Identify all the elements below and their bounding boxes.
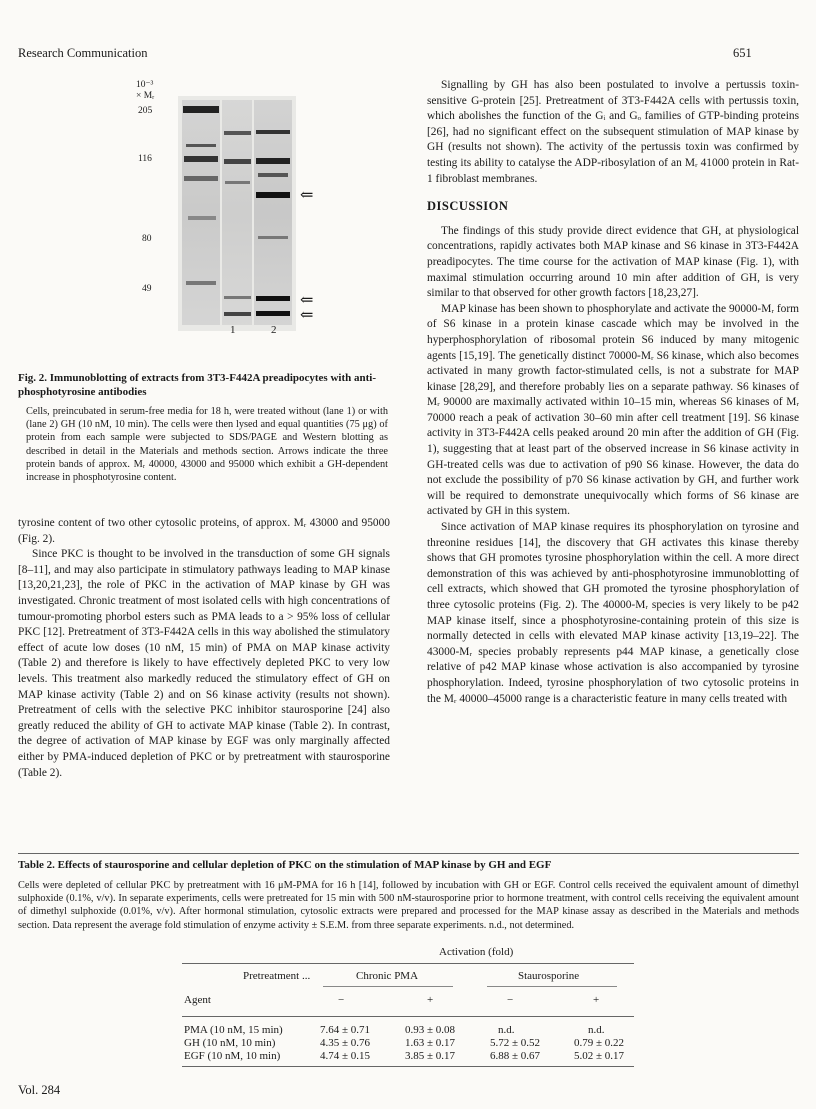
group-staurosporine: Staurosporine <box>518 970 580 982</box>
running-head-section: Research Communication <box>18 46 148 60</box>
table-body-rule <box>182 1016 634 1017</box>
pretreatment-label: Pretreatment ... <box>243 970 311 982</box>
sign-pma-minus: − <box>338 994 345 1006</box>
right-paragraph-3: MAP kinase has been shown to phosphorylate and activate the 90000-Mᵣ form of S6 kinase in a protein kinase cascade which may be involved in the hyperphosphorylation of ribosomal protein S6 induced by many mitogenic agents [15,19]. The genetically distinct 70000-Mᵣ S6 kinase, which also becomes activated in many growth factor-stimulated cells, is not a substrate for MAP kinase [28,29], and therefore probably lies on a separate pathway. S6 kinases of Mᵣ 90000 are maximally activated within 10–15 min, whereas S6 kinases of Mᵣ 70000 reach a peak of activation 30–60 min after cell treatment [19]. S6 kinase activity in 3T3-F442A cells peaked around 20 min after the addition of GH (Fig. 1), suggesting that at least part of the observed increase in S6 kinase activity in GH-treated cells was due to activation of p90 S6 kinase. However, the data do not exclude the possibility of p70 S6 kinase activation by GH, and further work will be required to demonstrate unequivocally which forms of S6 kinase are activated by GH in this system. <box>427 302 799 518</box>
figure-title: Fig. 2. Immunoblotting of extracts from 3T3-F442A preadipocytes with anti-phosphotyrosine antibodies <box>18 372 376 398</box>
table-cell: 3.85 ± 0.17 <box>405 1050 456 1062</box>
table-spanner: Activation (fold) <box>439 946 514 958</box>
axis-unit <box>136 80 154 102</box>
table-cell: 0.93 ± 0.08 <box>405 1024 456 1036</box>
row-agent: EGF (10 nM, 10 min) <box>184 1050 281 1062</box>
table-cell: 0.79 ± 0.22 <box>574 1037 625 1049</box>
group-rule-pma <box>323 986 453 987</box>
marker-116: 116 <box>138 154 152 164</box>
table-caption: Cells were depleted of cellular PKC by pretreatment with 16 μM-PMA for 16 h [14], followed by incubation with GH or EGF. Control cells received the equivalent amount of dimethyl sulphoxide (0.1%, v/v). In separate experiments, cells were pretreated for 15 min with 500 nM-staurosporine prior to hormone treatment, with control cells receiving the equivalent amount of dimethyl sulphoxide (0.01%, v/v). After hormonal stimulation, cytosolic extracts were prepared and processed for the MAP kinase assay as described in the Materials and methods section. Data represent the average fold stimulation of enzyme activity ± S.E.M. from three separate experiments. n.d., not determined. <box>18 880 800 931</box>
row-agent: GH (10 nM, 10 min) <box>184 1037 276 1049</box>
right-column <box>427 78 799 707</box>
figure-legend: Cells, preincubated in serum-free media for 18 h, were treated without (lane 1) or with (lane 2) GH (10 nM, 10 min). The cells were then lysed and equal quantities (75 μg) of protein from each sample were subjected to SDS/PAGE and Western blotting as described in detail in the Materials and methods section. Arrows indicate the three protein bands of approx. Mᵣ 40000, 43000 and 95000 which exhibit a GH-dependent increase in phosphotyrosine content. <box>26 406 388 484</box>
row-agent: PMA (10 nM, 15 min) <box>184 1024 283 1036</box>
table-cell: 4.35 ± 0.76 <box>320 1037 371 1049</box>
right-paragraph-2: The findings of this study provide direct evidence that GH, at physiological concentrations, rapidly activates both MAP kinase and S6 kinase in 3T3-F442A preadipocytes. The time course for the activation of MAP kinase (Fig. 1), with maximal stimulation occurring around 10 min after addition of GH, is very similar to that observed for other growth factors [18,23,27]. <box>427 224 799 300</box>
discussion-heading: DISCUSSION <box>427 199 509 214</box>
figure-2 <box>18 76 390 576</box>
table-2 <box>18 859 799 932</box>
group-rule-stauro <box>487 986 617 987</box>
marker-80: 80 <box>142 234 152 244</box>
sign-stauro-plus: + <box>593 994 600 1006</box>
axis-unit-mr: × Mᵣ <box>136 91 155 101</box>
axis-unit-exponent: 10⁻³ <box>136 80 154 90</box>
table-head-rule <box>182 963 634 964</box>
table-title: Table 2. Effects of staurosporine and cellular depletion of PKC on the stimulation of MAP kinase by GH and EGF <box>18 859 552 871</box>
volume-footer: Vol. 284 <box>18 1083 61 1097</box>
left-paragraph-1: tyrosine content of two other cytosolic proteins, of approx. Mᵣ 43000 and 95000 (Fig. 2). <box>18 517 390 545</box>
table-cell: n.d. <box>498 1024 515 1036</box>
table-bottom-rule <box>182 1066 634 1067</box>
lane-label-1: 1 <box>230 324 236 336</box>
table-cell: 7.64 ± 0.71 <box>320 1024 371 1036</box>
left-paragraph-2: Since PKC is thought to be involved in the transduction of some GH signals [8–11], and may also participate in stimulatory pathways leading to MAP kinase [13,20,21,23], the role of PKC in the activation of MAP kinase by GH was investigated. Chronic treatment of most isolated cells with high concentrations of tumour-promoting phorbol esters such as PMA leads to a > 95% loss of cellular PKC [12]. Pretreatment of 3T3-F442A cells in this way abolished the stimulatory effect of acute low doses (10 nM, 15 min) of PMA on MAP kinase activity (Table 2) and therefore is likely to have effectively depleted PKC to very low levels. This treatment also markedly reduced the stimulatory effect of GH on MAP kinase activity (Table 2) and on S6 kinase activity (results not shown). Pretreatment of cells with the selective PKC inhibitor staurosporine [24] also greatly reduced the ability of GH to activate MAP kinase (Table 2). In contrast, the degree of activation of MAP kinase by EGF was only marginally affected either by PMA-induced depletion of PKC or by pretreatment with staurosporine (Table 2). <box>18 548 390 779</box>
table-cell: 5.02 ± 0.17 <box>574 1050 625 1062</box>
table-cell: 4.74 ± 0.15 <box>320 1050 371 1062</box>
arrow-43k-icon: ⇐ <box>300 292 314 309</box>
right-paragraph-1: Signalling by GH has also been postulated to involve a pertussis toxin-sensitive G-protein [25]. Pretreatment of 3T3-F442A cells with pertussis toxin, which abolishes the function of the Gᵢ and Gₒ families of GTP-binding proteins [26], had no significant effect on the subsequent stimulation of MAP kinase by GH (results not shown). The activity of the pertussis toxin was confirmed by testing its ability to catalyse the ADP-ribosylation of an Mᵣ 41000 protein in Rat-1 fibroblast membranes. <box>427 79 799 185</box>
table-cell: 5.72 ± 0.52 <box>490 1037 541 1049</box>
lane-label-2: 2 <box>271 324 277 336</box>
right-paragraph-4: Since activation of MAP kinase requires its phosphorylation on tyrosine and threonine residues [14], the discovery that GH activates this kinase thereby shows that GH promotes tyrosine phosphorylation within the cell. A more direct demonstration of this was achieved by anti-phosphotyrosine immunoblotting of cell extracts, which showed that GH promoted the tyrosine phosphorylation of three cytosolic proteins (Fig. 2). The 40000-Mᵣ species is very likely to be p42 MAP kinase itself, since a phosphotyrosine-containing protein of this size is normally detected in cells with elevated MAP kinase activity [13,19–22]. The 43000-Mᵣ species probably represents p44 MAP kinase, a genetically close relative of p42 MAP kinase whose activation is also accompanied by tyrosine phosphorylation. Indeed, tyrosine phosphorylation of two cytosolic proteins in the Mᵣ 40000–45000 range is a characteristic feature in many cells treated with <box>427 521 799 705</box>
figure-caption <box>18 371 388 484</box>
table-cell: 1.63 ± 0.17 <box>405 1037 456 1049</box>
sign-stauro-minus: − <box>507 994 514 1006</box>
left-column <box>18 516 390 781</box>
table-cell: n.d. <box>588 1024 605 1036</box>
page-number: 651 <box>733 46 752 60</box>
sign-pma-plus: + <box>427 994 434 1006</box>
table-cell: 6.88 ± 0.67 <box>490 1050 541 1062</box>
table-top-rule <box>18 853 799 854</box>
agent-label: Agent <box>184 994 211 1006</box>
arrow-95k-icon: ⇐ <box>300 187 314 204</box>
marker-49: 49 <box>142 284 152 294</box>
marker-205: 205 <box>138 106 153 116</box>
arrow-40k-icon: ⇐ <box>300 307 314 324</box>
group-chronic-pma: Chronic PMA <box>356 970 419 982</box>
blot-image <box>178 96 296 331</box>
